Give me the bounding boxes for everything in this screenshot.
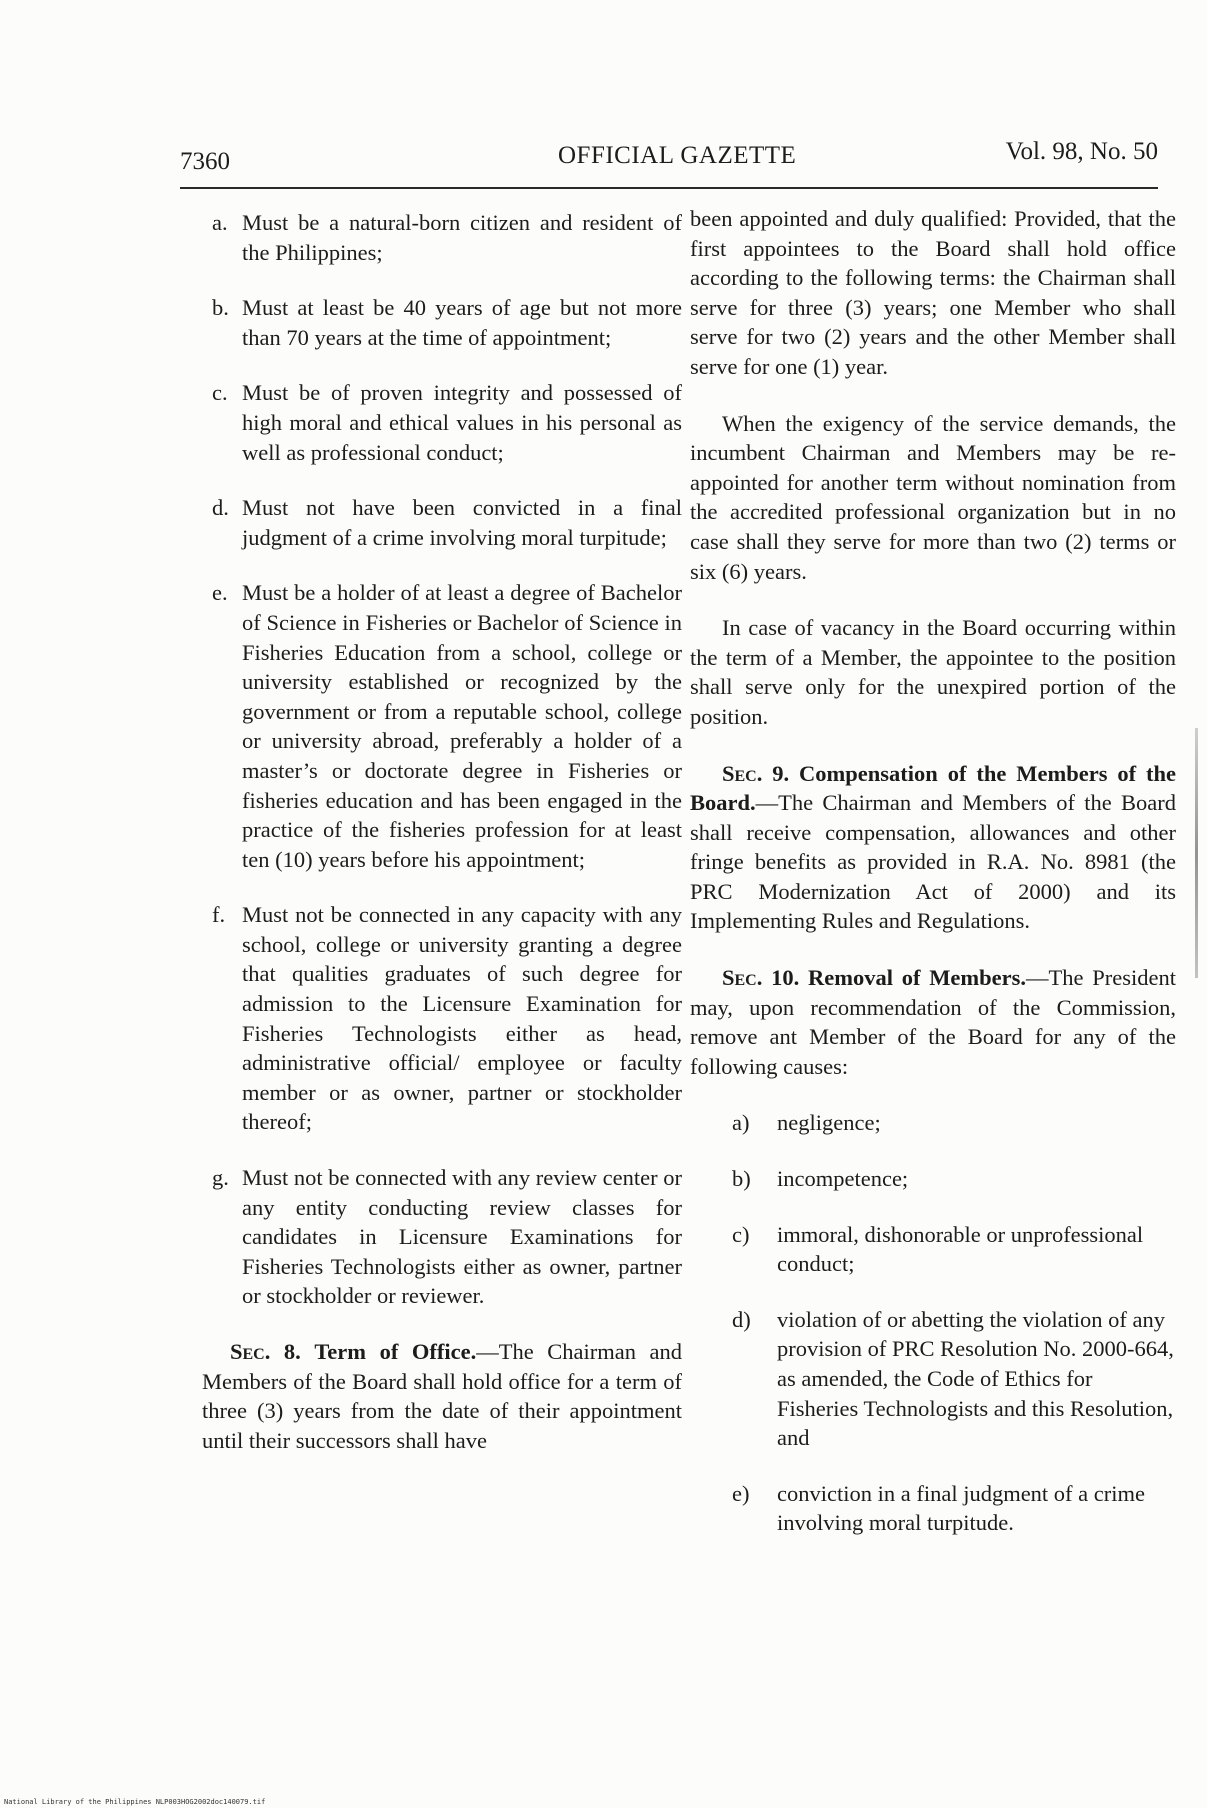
- cause-marker: c): [732, 1221, 750, 1247]
- qualification-item-g: [212, 1163, 682, 1311]
- page-header: [180, 138, 1158, 182]
- cause-text: negligence;: [777, 1110, 881, 1136]
- item-marker: c.: [212, 380, 228, 406]
- section-8-continuation: been appointed and duly qualified: Provided, that the first appointees to the Board shall hold office according to the following terms: the Chairman shall serve for three (3) years; one Member who shall serve for two (2) years and the other Member shall serve for one (1) year.: [690, 206, 1176, 379]
- item-text: Must not be connected in any capacity with any school, college or university granting a degree that qualities graduates of such degree for admission to the Licensure Examination for Fisheries Technologists either as head, administrative official/ employee or faculty member or as owner, partner or stockholder thereof;: [242, 902, 682, 1135]
- item-text: Must be a holder of at least a degree of Bachelor of Science in Fisheries or Bachelor of Science in Fisheries Education from a school, college or university established or recognized by the government or from a reputable school, college or university abroad, preferably a holder of a master’s or doctorate degree in Fisheries or fisheries education and has been engaged in the practice of the fisheries profession for at least ten (10) years before his appointment;: [242, 580, 682, 872]
- item-marker: a.: [212, 210, 228, 235]
- removal-cause-a: [732, 1108, 1176, 1138]
- item-marker: b.: [212, 295, 229, 321]
- section-9-title: Compensation of the Members of the Board.: [690, 760, 1176, 816]
- header-divider: [180, 187, 1158, 189]
- item-text: Must not be connected with any review center or any entity conducting review classes for candidates in Licensure Examinations for Fisheries Technologists either as owner, partner or stockholder or reviewer.: [242, 1165, 682, 1309]
- volume-issue: Vol. 98, No. 50: [1005, 138, 1158, 165]
- item-text: Must not have been convicted in a final judgment of a crime involving moral turpitude;: [242, 495, 682, 550]
- section-9-label: Sec. 9.: [722, 760, 790, 786]
- page-number: 7360: [180, 148, 230, 175]
- scan-artifact: [1195, 728, 1198, 978]
- section-8-title: Term of Office.: [314, 1339, 477, 1364]
- item-text: Must be a natural-born citizen and resident of the Philippines;: [242, 210, 682, 265]
- qualification-item-a: [212, 208, 682, 267]
- item-marker: e.: [212, 580, 228, 606]
- item-marker: d.: [212, 495, 229, 521]
- cause-text: incompetence;: [777, 1166, 909, 1192]
- cause-marker: d): [732, 1306, 751, 1332]
- section-8-label: Sec. 8.: [230, 1339, 301, 1364]
- cause-text: conviction in a final judgment of a crime involving moral turpitude.: [777, 1480, 1146, 1536]
- item-marker: f.: [212, 902, 226, 928]
- removal-cause-b: [732, 1164, 1176, 1194]
- qualification-item-f: [212, 900, 682, 1137]
- item-marker: g.: [212, 1165, 229, 1191]
- archive-stamp: National Library of the Philippines NLP003HOG2002doc140079.tif: [4, 1798, 266, 1806]
- cause-marker: e): [732, 1480, 750, 1506]
- cause-text: immoral, dishonorable or unprofessional conduct;: [777, 1221, 1144, 1277]
- cause-text: violation of or abetting the violation of any provision of PRC Resolution No. 2000-664, as amended, the Code of Ethics for Fisheries Technologists and this Resolution, and: [777, 1306, 1174, 1451]
- section-10-title: Removal of Members.: [807, 965, 1027, 991]
- item-text: Must be of proven integrity and possessed of high moral and ethical values in his personal as well as professional conduct;: [242, 380, 682, 465]
- removal-cause-e: [732, 1479, 1176, 1538]
- cause-marker: a): [732, 1110, 750, 1136]
- item-text: Must at least be 40 years of age but not more than 70 years at the time of appointment;: [242, 295, 682, 350]
- vacancy-paragraph: In case of vacancy in the Board occurring within the term of a Member, the appointee to the position shall serve only for the unexpired portion of the position.: [690, 615, 1176, 729]
- section-8-paragraph: [202, 1337, 682, 1455]
- right-column: [690, 204, 1176, 1564]
- exigency-paragraph: When the exigency of the service demands, the incumbent Chairman and Members may be re-appointed for another term without nomination from the accredited professional organization but in no case shall they serve for more than two (2) terms or six (6) years.: [690, 410, 1176, 584]
- left-column: [202, 208, 682, 1482]
- section-10-paragraph: [690, 963, 1176, 1081]
- section-8-text: —The Chairman and Members of the Board shall hold office for a term of three (3) years from the date of their appointment until their successors shall have: [202, 1339, 682, 1453]
- section-10-label: Sec. 10.: [722, 965, 800, 991]
- section-9-paragraph: [690, 759, 1176, 937]
- qualification-item-d: [212, 493, 682, 552]
- section-9-text: —The Chairman and Members of the Board shall receive compensation, allowances and other fringe benefits as provided in R.A. No. 8981 (the PRC Modernization Act of 2000) and its Implementing Rules and Regulations.: [690, 790, 1176, 934]
- publication-title: OFFICIAL GAZETTE: [558, 142, 797, 169]
- qualification-item-e: [212, 578, 682, 874]
- qualification-item-b: [212, 293, 682, 352]
- removal-cause-d: [732, 1305, 1176, 1453]
- cause-marker: b): [732, 1166, 751, 1192]
- section-10-text: —The President may, upon recommendation of the Commission, remove ant Member of the Board for any of the following causes:: [690, 965, 1176, 1079]
- removal-cause-c: [732, 1220, 1176, 1279]
- qualification-item-c: [212, 378, 682, 467]
